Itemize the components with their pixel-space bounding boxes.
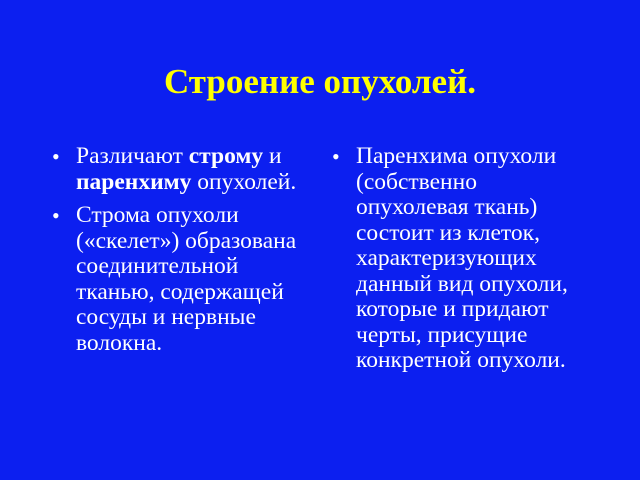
item-bold-parenchyma: паренхиму	[76, 168, 192, 195]
bullet-item-stroma	[48, 203, 310, 356]
item-text-middle: и	[263, 143, 282, 169]
item-text-prefix: Различают	[76, 143, 189, 169]
bullet-item-stroma-parenchyma	[48, 144, 310, 195]
item-text-suffix: опухолей.	[191, 168, 297, 195]
bullet-item-parenchyma	[328, 144, 590, 374]
bullet-icon: •	[52, 144, 60, 169]
left-column	[48, 144, 310, 364]
item-text: Паренхима опухоли (собственно опухолевая ткань) состоит из клеток, характеризующих данный вид опухоли, которые и придают черты, присущие конкретной опухоли.	[356, 143, 568, 373]
slide-title: Строение опухолей.	[163, 62, 476, 101]
right-column	[328, 144, 590, 382]
item-text: Строма опухоли («скелет») образована соединительной тканью, содержащей сосуды и нервные волокна.	[76, 202, 297, 356]
bullet-icon: •	[52, 203, 60, 228]
bullet-icon: •	[332, 144, 340, 169]
item-bold-stroma: строму	[188, 143, 264, 169]
